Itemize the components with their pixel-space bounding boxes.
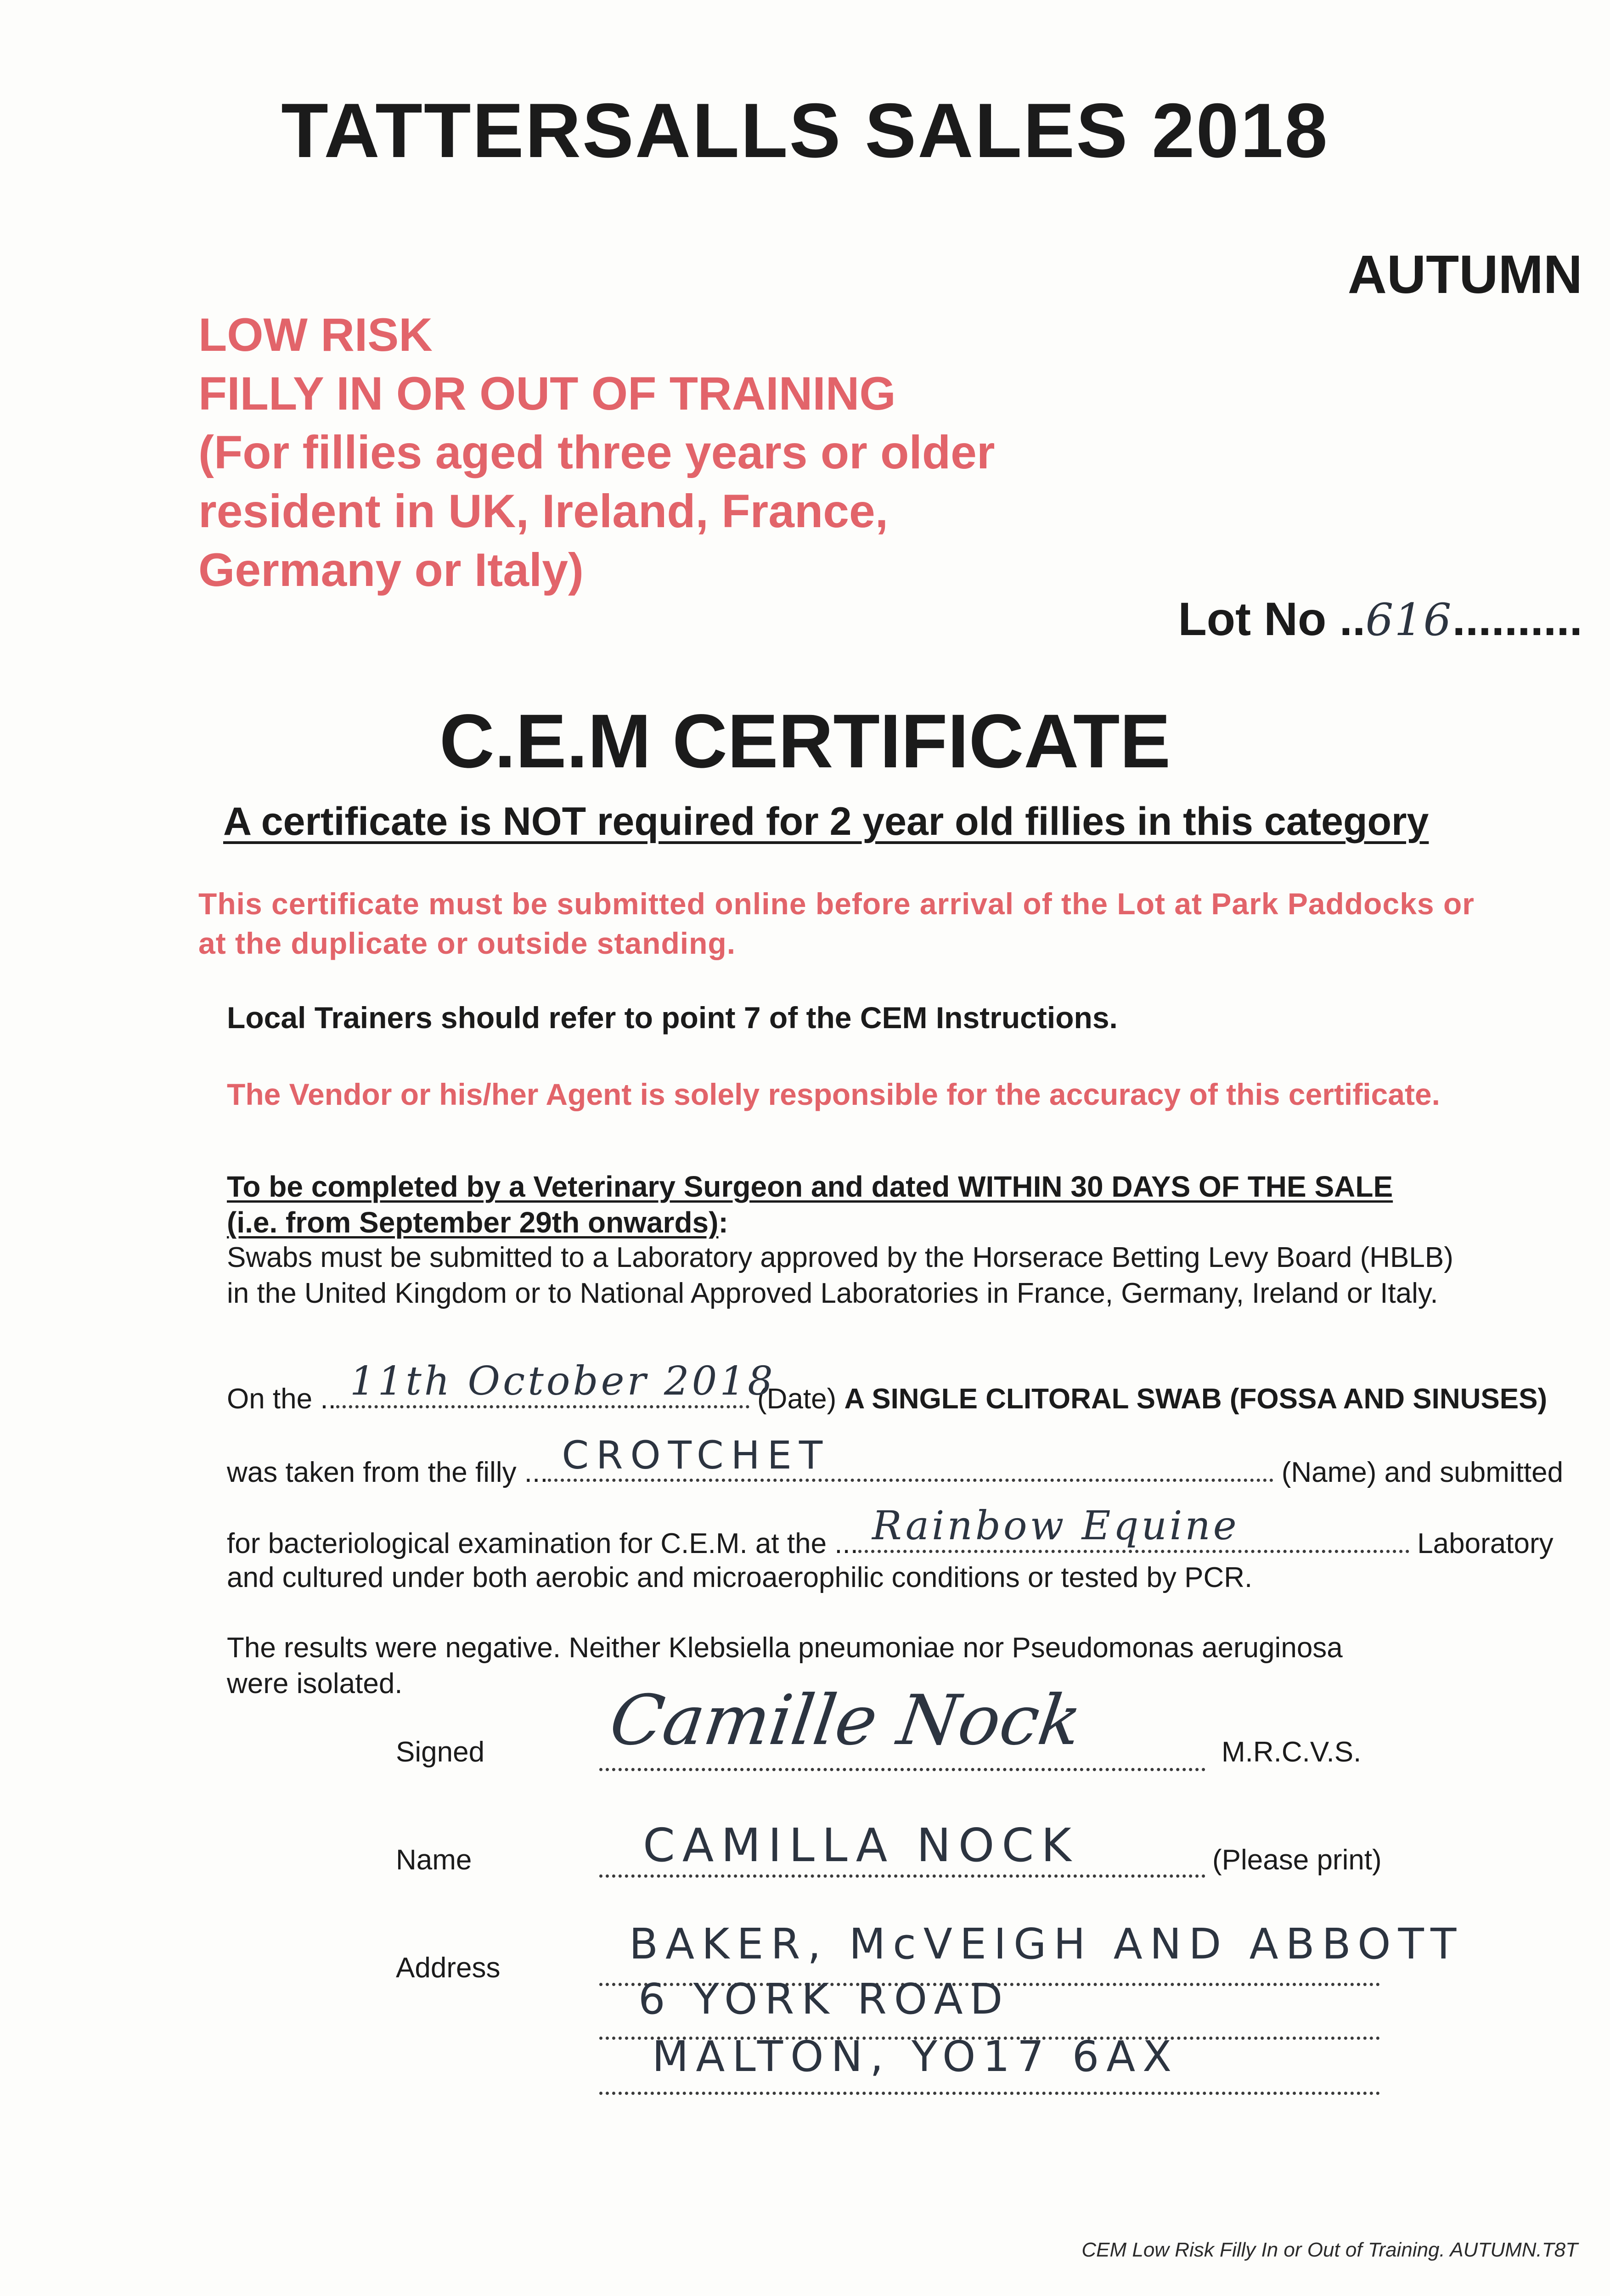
risk-category-line: (For fillies aged three years or older bbox=[198, 426, 995, 478]
lot-number-value: 616 bbox=[1365, 594, 1452, 646]
swab-date-row bbox=[227, 1358, 1548, 1415]
swab-date-prefix: On the .. bbox=[227, 1383, 336, 1415]
vet-heading-line: (i.e. from September 29th onwards) bbox=[227, 1206, 719, 1239]
signed-label: Signed bbox=[396, 1736, 485, 1768]
vet-body-line: in the United Kingdom or to National Approved Laboratories in France, Germany, Ireland or Italy. bbox=[227, 1277, 1438, 1309]
risk-category-line: FILLY IN OR OUT OF TRAINING bbox=[198, 367, 896, 420]
vet-name-value: CAMILLA NOCK bbox=[643, 1818, 1079, 1872]
laboratory-suffix: Laboratory bbox=[1409, 1528, 1554, 1559]
swab-date-field[interactable] bbox=[336, 1358, 776, 1408]
filly-name-suffix: (Name) and submitted bbox=[1273, 1457, 1564, 1488]
laboratory-row bbox=[227, 1503, 1554, 1560]
vet-heading-line: To be completed by a Veterinary Surgeon and dated WITHIN 30 DAYS OF THE SALE bbox=[227, 1170, 1393, 1203]
mrcvs-suffix: M.R.C.V.S. bbox=[1222, 1736, 1362, 1768]
risk-category-line: LOW RISK bbox=[198, 309, 433, 361]
vet-body-line: Swabs must be submitted to a Laboratory approved by the Horserace Betting Levy Board (HBLB) bbox=[227, 1242, 1453, 1273]
address-value-line: MALTON, YO17 6AX bbox=[652, 2032, 1179, 2081]
form-reference-footer: CEM Low Risk Filly In or Out of Training. AUTUMN.T8T bbox=[1081, 2239, 1578, 2261]
trainers-note: Local Trainers should refer to point 7 of the CEM Instructions. bbox=[227, 1001, 1118, 1035]
vet-section-body bbox=[227, 1240, 1453, 1311]
vet-section-heading bbox=[227, 1169, 1393, 1240]
filly-name-row bbox=[227, 1433, 1564, 1489]
results-line: were isolated. bbox=[227, 1668, 403, 1699]
address-label: Address bbox=[396, 1952, 501, 1984]
risk-category-block bbox=[198, 305, 995, 599]
certificate-exemption-note: A certificate is NOT required for 2 year old fillies in this category bbox=[223, 799, 1429, 844]
vet-heading-colon: : bbox=[718, 1206, 728, 1239]
address-value-line: BAKER, McVEIGH AND ABBOTT bbox=[629, 1919, 1464, 1969]
laboratory-value: Rainbow Equine bbox=[872, 1503, 1239, 1549]
address-value-line: 6 YORK ROAD bbox=[638, 1975, 1010, 2024]
certificate-title: C.E.M CERTIFICATE bbox=[439, 699, 1171, 784]
filly-name-field[interactable] bbox=[548, 1433, 1273, 1482]
lot-number-dots: .......... bbox=[1452, 593, 1582, 645]
handwritten-signature: Camille Nock bbox=[605, 1681, 1086, 1761]
results-line: The results were negative. Neither Klebsiella pneumoniae nor Pseudomonas aeruginosa bbox=[227, 1632, 1343, 1664]
please-print-note: (Please print) bbox=[1212, 1844, 1382, 1876]
submission-notice bbox=[198, 884, 1475, 963]
culture-method-text: and cultured under both aerobic and microaerophilic conditions or tested by PCR. bbox=[227, 1562, 1253, 1593]
vet-name-label: Name bbox=[396, 1844, 472, 1876]
swab-date-suffix: (Date) bbox=[749, 1383, 844, 1415]
submission-notice-line: at the duplicate or outside standing. bbox=[198, 926, 736, 960]
submission-notice-line: This certificate must be submitted online before arrival of the Lot at Park Paddocks or bbox=[198, 887, 1475, 921]
swab-date-value: 11th October 2018 bbox=[349, 1358, 776, 1404]
lot-number-field[interactable] bbox=[1178, 592, 1582, 646]
sale-season: AUTUMN bbox=[1347, 244, 1582, 305]
laboratory-field[interactable] bbox=[858, 1503, 1409, 1553]
laboratory-prefix: for bacteriological examination for C.E.M. at the ... bbox=[227, 1528, 858, 1559]
filly-name-prefix: was taken from the filly ... bbox=[227, 1457, 548, 1488]
filly-name-value: CROTCHET bbox=[562, 1433, 830, 1478]
swab-description: A SINGLE CLITORAL SWAB (FOSSA AND SINUSES) bbox=[844, 1383, 1548, 1415]
document-title: TATTERSALLS SALES 2018 bbox=[281, 87, 1329, 174]
vendor-responsibility-note: The Vendor or his/her Agent is solely responsible for the accuracy of this certificate. bbox=[227, 1077, 1440, 1111]
lot-number-label: Lot No .. bbox=[1178, 593, 1366, 645]
risk-category-line: Germany or Italy) bbox=[198, 544, 584, 596]
risk-category-line: resident in UK, Ireland, France, bbox=[198, 485, 889, 537]
